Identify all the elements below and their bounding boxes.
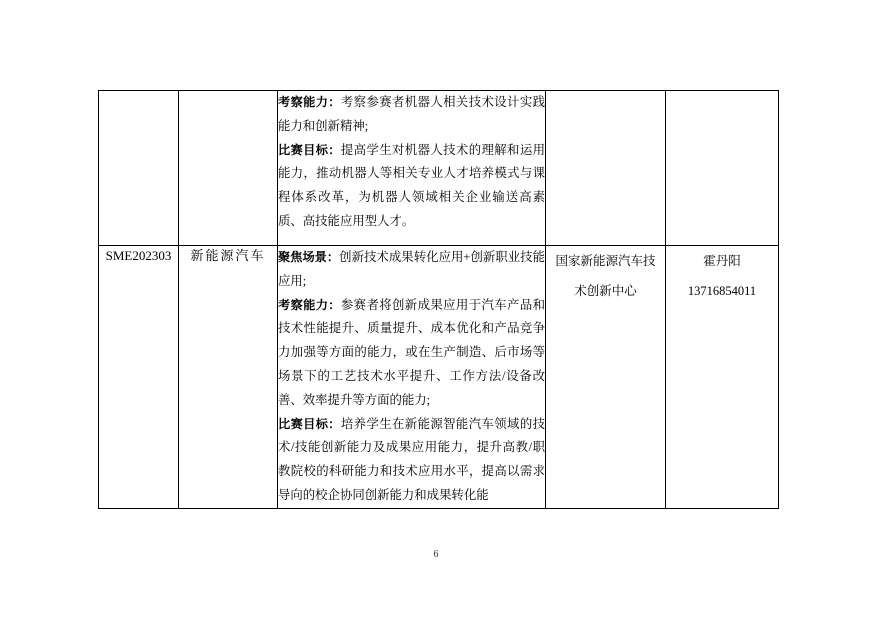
organization-cell xyxy=(546,246,666,509)
code-cell-empty xyxy=(99,91,179,246)
segment-text: 培养学生在新能源智能汽车领域的技术/技能创新能力及成果应用能力，提升高教/职教院校的科研能力和技术应用水平，提高以需求导向的校企协同创新能力和成果转化能 xyxy=(278,416,545,502)
track-cell xyxy=(179,246,278,509)
competition-table xyxy=(98,90,779,509)
contact-phone: 13716854011 xyxy=(687,284,757,298)
segment-text: 参赛者将创新成果应用于汽车产品和技术性能提升、质量提升、成本优化和产品竞争力加强等方面的能力，或在生产制造、后市场等场景下的工艺技术水平提升、工作方法/设备改善、效率提升等方面的能力; xyxy=(278,297,545,407)
description-paragraph xyxy=(278,91,545,139)
description-cell xyxy=(278,246,546,509)
description-paragraph xyxy=(278,413,545,508)
table-row-continuation xyxy=(99,91,779,246)
page-number: 6 xyxy=(433,549,439,560)
segment-label: 考察能力： xyxy=(278,95,341,109)
track-cell-empty xyxy=(179,91,278,246)
segment-label: 比赛目标： xyxy=(278,142,341,157)
segment-label: 比赛目标： xyxy=(278,416,341,431)
segment-text: 提高学生对机器人技术的理解和运用能力，推动机器人等相关专业人才培养模式与课程体系改革，为机器人领域相关企业输送高素质、高技能应用型人才。 xyxy=(278,142,545,228)
table-row-sme202303 xyxy=(99,246,779,509)
description-paragraph xyxy=(278,246,545,294)
contact-name: 霍丹阳 xyxy=(703,254,741,268)
segment-label: 考察能力： xyxy=(278,297,341,312)
track-name: 新能源汽车 xyxy=(190,248,266,263)
segment-text: 创新技术成果转化应用+创新职业技能应用; xyxy=(278,250,545,288)
segment-text: 考察参赛者机器人相关技术设计实践能力和创新精神; xyxy=(278,95,545,133)
contact-cell xyxy=(666,246,779,509)
contact-cell-empty xyxy=(666,91,779,246)
code-cell xyxy=(99,246,179,509)
organization-name: 国家新能源汽车技术创新中心 xyxy=(555,254,656,298)
organization-cell-empty xyxy=(546,91,666,246)
description-cell xyxy=(278,91,546,246)
track-code: SME202303 xyxy=(105,248,172,263)
description-paragraph xyxy=(278,294,545,413)
segment-label: 聚焦场景： xyxy=(278,250,340,264)
description-paragraph xyxy=(278,139,545,234)
